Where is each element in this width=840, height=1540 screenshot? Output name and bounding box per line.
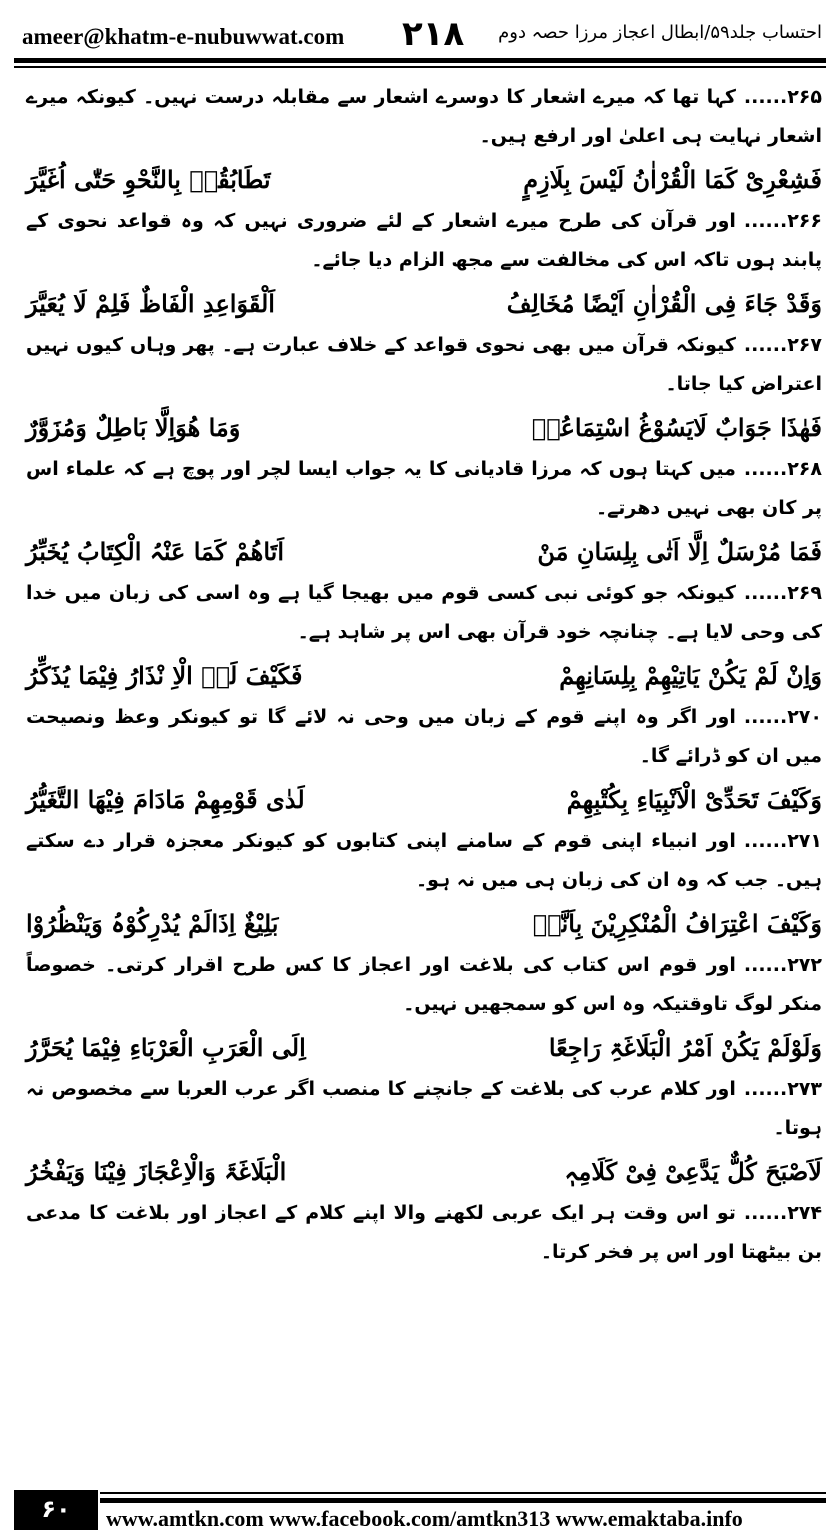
verse-first-hemistich: لَاَصْبَحَ کُلٌّ یَدَّعِیْ فِیْ کَلَامِہٖ [564, 1156, 822, 1186]
verse-first-hemistich: وَکَیْفَ اعْتِرَافُ الْمُنْکِرِیْنَ بِاَنَّہٗ [532, 908, 822, 938]
paragraph-number: ۲۷۳...... [743, 1078, 822, 1100]
header-book-title: احتساب جلد۵۹/ابطال اعجاز مرزا حصہ دوم [498, 22, 822, 43]
paragraph-text: اور اگر وہ اپنے قوم کے زبان میں وحی نہ لائے گا تو کیونکر وعظ ونصیحت میں ان کو ڈرائے گا۔ [26, 706, 822, 767]
paragraph-number: ۲۶۹...... [743, 582, 822, 604]
verse-line [26, 900, 822, 946]
verse-second-hemistich: اِلَی الْعَرَبِ الْعَرْبَاءِ فِیْمَا یُحَرَّرُ [26, 1032, 306, 1062]
paragraph-text: اور کلام عرب کی بلاغت کے جانچنے کا منصب اگر عرب العربا سے مخصوص نہ ہوتا۔ [26, 1078, 822, 1139]
verse-second-hemistich: بَلِیْغٌ اِذَالَمْ یُدْرِکُوْہُ وَیَنْظُرُوْا [26, 908, 279, 938]
verse-line [26, 156, 822, 202]
prose-paragraph [26, 78, 822, 156]
paragraph-text: اور قوم اس کتاب کی بلاغت اور اعجاز کا کس طرح اقرار کرتی۔ خصوصاً منکر لوگ تاوقتیکہ وہ اس کو سمجھیں نہیں۔ [26, 954, 822, 1015]
paragraph-number: ۲۶۷...... [743, 334, 822, 356]
verse-first-hemistich: وَکَیْفَ تَحَدِّیْ الْاَنْبِیَاءِ بِکُتْبِھِمْ [566, 784, 822, 814]
header-email: ameer@khatm-e-nubuwwat.com [22, 24, 345, 49]
page-content [26, 78, 822, 1272]
paragraph-text: میں کہتا ہوں کہ مرزا قادیانی کا یہ جواب ایسا لچر اور پوچ ہے کہ علماء اس پر کان بھی نہیں دھرتے۔ [26, 458, 822, 519]
verse-line [26, 528, 822, 574]
footer-rule-thick [100, 1498, 826, 1503]
verse-line [26, 1148, 822, 1194]
verse-first-hemistich: فَشِعْرِیْ کَمَا الْقُرْاٰنُ لَیْسَ بِلَازِمٍ [523, 164, 822, 194]
footer-links: www.amtkn.com www.facebook.com/amtkn313 www.emaktaba.info [106, 1506, 743, 1531]
verse-line [26, 776, 822, 822]
paragraph-text: کیونکہ قرآن میں بھی نحوی قواعد کے خلاف عبارت ہے۔ پھر وہاں کیوں نہیں اعتراض کیا جاتا۔ [26, 334, 822, 395]
header-page-number: ۲۱۸ [402, 14, 465, 54]
paragraph-number: ۲۷۲...... [743, 954, 822, 976]
verse-first-hemistich: فَھٰذَا جَوَابٌ لَایَسُوْغُ اسْتِمَاعُہٗ [531, 412, 822, 442]
verse-line [26, 280, 822, 326]
verse-first-hemistich: وَاِنْ لَمْ یَکُنْ یَاتِیْھِمْ بِلِسَانِھِمْ [559, 660, 822, 690]
paragraph-text: اور قرآن کی طرح میرے اشعار کے لئے ضروری نہیں کہ وہ قواعد نحوی کے پابند ہوں تاکہ اس کی مخالفت سے مجھ الزام دیا جائے۔ [26, 210, 822, 271]
paragraph-text: کہا تھا کہ میرے اشعار کا دوسرے اشعار سے مقابلہ درست نہیں۔ کیونکہ میرے اشعار نہایت ہی اعلیٰ اور ارفع ہیں۔ [26, 86, 822, 147]
page-footer [10, 1490, 830, 1532]
paragraph-number: ۲۶۵...... [743, 86, 822, 108]
header-rule-thin [14, 66, 826, 68]
verse-first-hemistich: وَلَوْلَمْ یَکُنْ اَمْرُ الْبَلَاغَۃِ رَاجِعًا [548, 1032, 822, 1062]
prose-paragraph [26, 202, 822, 280]
paragraph-text: اور انبیاء اپنی قوم کے سامنے اپنی کتابوں کو کیونکر معجزہ قرار دے سکتے ہیں۔ جب کہ وہ ان کی زبان ہی میں نہ ہو۔ [26, 830, 822, 891]
paragraph-text: تو اس وقت ہر ایک عربی لکھنے والا اپنے کلام کے اعجاز اور بلاغت کا مدعی بن بیٹھتا اور اس پر فخر کرتا۔ [26, 1202, 822, 1263]
verse-line [26, 404, 822, 450]
verse-line [26, 1024, 822, 1070]
verse-first-hemistich: فَمَا مُرْسَلٌ اِلَّا اَتٰی بِلِسَانِ مَنْ [537, 536, 822, 566]
verse-line [26, 652, 822, 698]
verse-first-hemistich: وَقَدْ جَاءَ فِی الْقُرْاٰنِ اَیْضًا مُخَالِفُ [506, 288, 822, 318]
paragraph-number: ۲۷۰...... [743, 706, 822, 728]
prose-paragraph [26, 698, 822, 776]
prose-paragraph [26, 1194, 822, 1272]
prose-paragraph [26, 450, 822, 528]
verse-second-hemistich: فَکَیْفَ لَہٗ الْاِ نْذَارُ فِیْمَا یُذَکِّرُ [26, 660, 303, 690]
page-header [10, 8, 830, 60]
prose-paragraph [26, 1070, 822, 1148]
paragraph-text: کیونکہ جو کوئی نبی کسی قوم میں بھیجا گیا ہے وہ اسی کی زبان میں خدا کی وحی لایا ہے۔ چنانچہ خود قرآن بھی اس پر شاہد ہے۔ [26, 582, 822, 643]
verse-second-hemistich: تَطَابُقُہٗ بِالنَّحْوِ حَتّٰی اُغَیَّرَ [26, 164, 271, 194]
paragraph-number: ۲۶۸...... [743, 458, 822, 480]
verse-second-hemistich: الْبَلَاغَۃَ وَالْاِعْجَازَ فِیْنَا وَیَفْخُرُ [26, 1156, 287, 1186]
footer-page-badge: ۶۰ [14, 1490, 98, 1530]
paragraph-number: ۲۷۱...... [743, 830, 822, 852]
verse-second-hemistich: لَدٰی قَوْمِھِمْ مَادَامَ فِیْھَا التَّغَیُّرُ [26, 784, 305, 814]
verse-second-hemistich: اَتَاھُمْ کَمَا عَنْہُ الْکِتَابُ یُخَبِّرُ [26, 536, 284, 566]
paragraph-number: ۲۷۴...... [743, 1202, 822, 1224]
prose-paragraph [26, 946, 822, 1024]
paragraph-number: ۲۶۶...... [743, 210, 822, 232]
verse-second-hemistich: اَلْقَوَاعِدِ الْفَاظٌ فَلِمْ لَا یُعَیَّرَ [26, 288, 275, 318]
prose-paragraph [26, 574, 822, 652]
prose-paragraph [26, 326, 822, 404]
verse-second-hemistich: وَمَا ھُوَاِلَّا بَاطِلٌ وَمُزَوَّرٌ [26, 412, 241, 442]
prose-paragraph [26, 822, 822, 900]
footer-rule-thin [100, 1492, 826, 1494]
header-rule-thick [14, 58, 826, 63]
